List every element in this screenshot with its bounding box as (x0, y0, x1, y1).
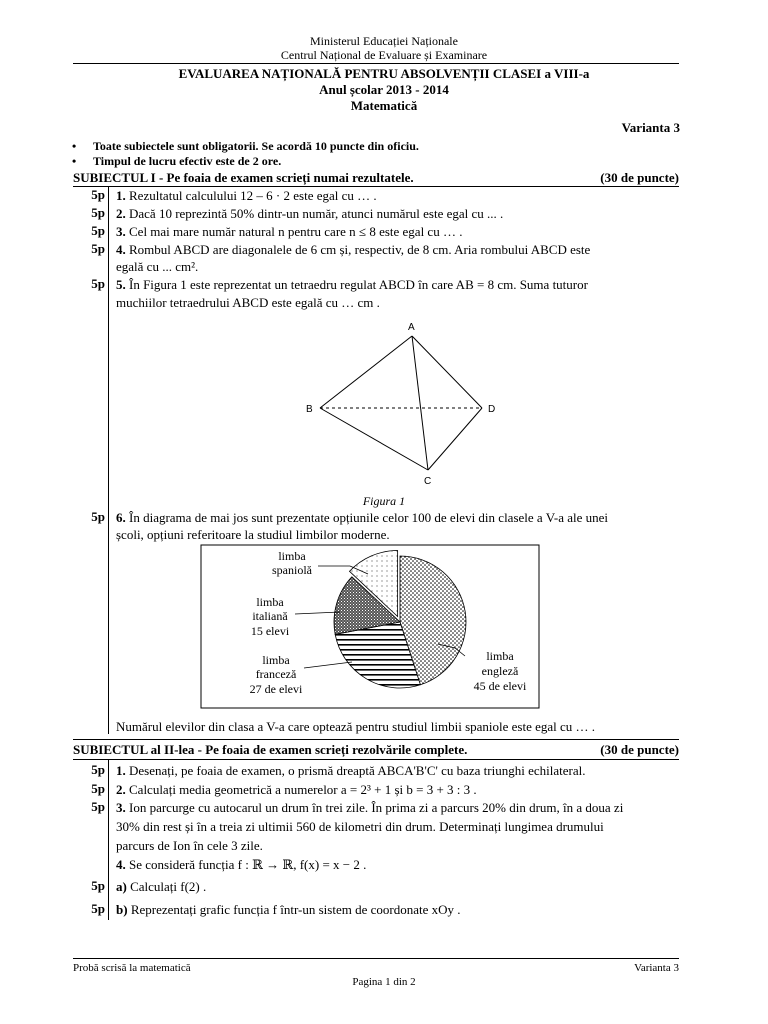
variant-label: Varianta 3 (621, 120, 680, 135)
header-divider (73, 63, 679, 64)
section2-title: SUBIECTUL al II-lea - Pe foaia de examen scrieți rezolvările complete. (73, 742, 468, 757)
italiana-label-line2: italiană (252, 609, 288, 623)
s2-item2-text: 2. Calculați media geometrică a numerelor a = 2³ + 1 și b = 3 + 3 : 3 . (116, 782, 477, 797)
section1-points: (30 de puncte) (600, 170, 679, 185)
points-column-line-2 (108, 760, 109, 920)
section2-points: (30 de puncte) (600, 742, 679, 757)
vertex-label-d: D (488, 404, 496, 415)
item6-text-cont: școli, opțiuni referitoare la studiul limbilor moderne. (116, 527, 390, 542)
item6-points: 5p (91, 509, 105, 524)
vertex-label-a: A (408, 322, 415, 333)
engleza-label-line3: 45 de elevi (473, 679, 527, 693)
label-spaniola (272, 549, 313, 577)
center-name: Centrul Național de Evaluare și Examinare (280, 48, 488, 62)
instruction-1: • Toate subiectele sunt obligatorii. Se acordă 10 puncte din oficiu. (73, 139, 419, 154)
edge-bc (320, 408, 428, 470)
s2-item4a-text: a) Calculați f(2) . (116, 879, 207, 894)
s2-item4b-text: b) Reprezentați grafic funcția f într-un sistem de coordonate xOy . (116, 902, 461, 917)
item5-text: 5. În Figura 1 este reprezentat un tetraedru regulat ABCD în care AB = 8 cm. Suma tuturor (116, 277, 588, 292)
exam-title: EVALUAREA NAȚIONALĂ PENTRU ABSOLVENȚII CLASEI a VIII-a (178, 66, 590, 81)
franceza-label-line1: limba (262, 653, 290, 667)
figure-caption: Figura 1 (362, 494, 406, 508)
item5-text-cont: muchiilor tetraedrului ABCD este egală cu … cm . (116, 295, 380, 310)
italiana-label-line1: limba (256, 595, 284, 609)
edge-ad (412, 336, 482, 408)
vertex-label-c: C (424, 476, 432, 487)
item4-text: 4. Rombul ABCD are diagonalele de 6 cm și, respectiv, de 8 cm. Aria rombului ABCD este (116, 242, 591, 257)
s2-item3-text: 3. Ion parcurge cu autocarul un drum în trei zile. În prima zi a parcurs 20% din drum, în a doua zi (116, 800, 624, 815)
vertex-label-b: B (306, 404, 313, 415)
edge-dc (428, 408, 482, 470)
item3-points: 5p (91, 223, 105, 238)
leader-italiana (295, 612, 340, 614)
section1-header (73, 170, 679, 186)
item6-question: Numărul elevilor din clasa a V-a care optează pentru studiul limbii spaniole este egal cu … . (116, 719, 596, 734)
s2-item2-points: 5p (91, 781, 105, 796)
s2-item1-text: 1. Desenați, pe foaia de examen, o prismă dreaptă ABCA'B'C' cu baza triunghi echilateral. (116, 763, 586, 778)
edge-ab (320, 336, 412, 408)
s2-item4-text: 4. Se consideră funcția f : ℝ → ℝ, f(x) = x − 2 . (116, 857, 367, 872)
school-year: Anul școlar 2013 - 2014 (319, 82, 449, 97)
s2-item4b-points: 5p (91, 901, 105, 916)
footer-right: Varianta 3 (634, 962, 679, 974)
pie-chart (200, 544, 540, 709)
s2-item3-text-cont2: parcurs de Ion în cele 3 zile. (116, 838, 263, 853)
ministry-name: Ministerul Educației Naționale (310, 34, 458, 48)
s2-item1-points: 5p (91, 762, 105, 777)
page-number: Pagina 1 din 2 (352, 976, 416, 988)
section1-title: SUBIECTUL I - Pe foaia de examen scrieți numai rezultatele. (73, 170, 414, 185)
tetrahedron-figure (290, 318, 520, 490)
section2-top-divider (73, 739, 679, 740)
subject-name: Matematică (350, 98, 418, 113)
spaniola-label-line2: spaniolă (272, 563, 312, 577)
engleza-label-line2: engleză (481, 664, 519, 678)
spaniola-label-line1: limba (278, 549, 306, 563)
label-franceza (250, 653, 303, 696)
label-italiana (251, 595, 290, 638)
item5-points: 5p (91, 276, 105, 291)
label-engleza (474, 649, 527, 693)
engleza-label-line1: limba (486, 649, 514, 663)
footer-divider (73, 958, 679, 959)
instruction-2: • Timpul de lucru efectiv este de 2 ore. (73, 154, 281, 169)
item2-points: 5p (91, 205, 105, 220)
franceza-label-line3: 27 de elevi (249, 682, 303, 696)
section2-header (73, 742, 679, 758)
franceza-label-line2: franceză (255, 667, 297, 681)
item3-text: 3. Cel mai mare număr natural n pentru care n ≤ 8 este egal cu … . (116, 224, 463, 239)
italiana-label-line3: 15 elevi (250, 624, 290, 638)
points-column-line-1 (108, 187, 109, 734)
item4-points: 5p (91, 241, 105, 256)
s2-item3-text-cont: 30% din rest și în a treia zi ultimii 560 de kilometri din drum. Determinați lungimea drumului (116, 819, 604, 834)
item1-points: 5p (91, 187, 105, 202)
section2-divider (73, 759, 679, 760)
item1-text: 1. Rezultatul calculului 12 – 6 · 2 este egal cu … . (116, 188, 377, 203)
edge-ac (412, 336, 428, 470)
footer-left: Probă scrisă la matematică (73, 962, 191, 974)
item2-text: 2. Dacă 10 reprezintă 50% dintr-un număr, atunci numărul este egal cu ... . (116, 206, 504, 221)
leader-franceza (304, 662, 352, 668)
item4-text-cont: egală cu ... cm². (116, 259, 199, 274)
item6-text: 6. În diagrama de mai jos sunt prezentate opțiunile celor 100 de elevi din clasele a V-a ale unei (116, 510, 609, 525)
s2-item3-points: 5p (91, 799, 105, 814)
s2-item4a-points: 5p (91, 878, 105, 893)
